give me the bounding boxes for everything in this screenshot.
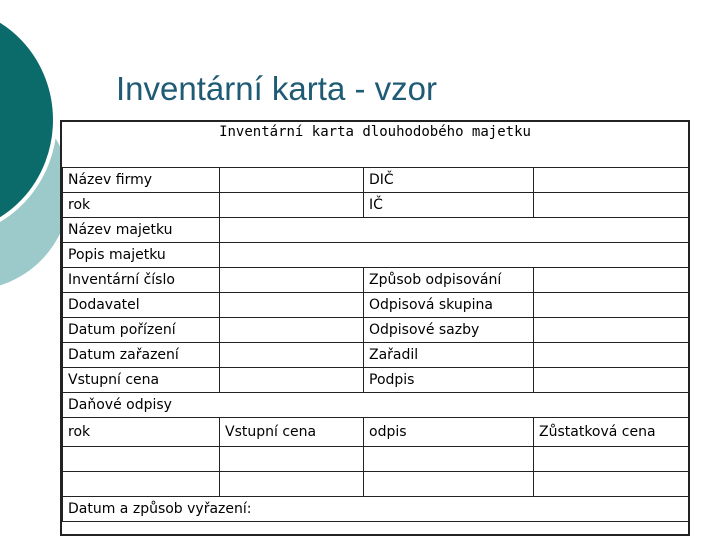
table-row <box>63 218 689 243</box>
value-dodavatel <box>220 293 364 318</box>
table-row <box>63 368 689 393</box>
table-row <box>63 318 689 343</box>
label-dodavatel: Dodavatel <box>63 293 220 318</box>
footer-row <box>63 497 689 522</box>
depreciation-row <box>63 472 689 497</box>
value-ic <box>534 193 689 218</box>
cell-empty <box>220 472 364 497</box>
card-title: Inventární karta dlouhodobého majetku <box>219 124 531 140</box>
value-nazev-majetku <box>220 218 689 243</box>
value-zpusob-odpisovani <box>534 268 689 293</box>
label-popis-majetku: Popis majetku <box>63 243 220 268</box>
label-inventarni-cislo: Inventární číslo <box>63 268 220 293</box>
label-datum-zarazeni: Datum zařazení <box>63 343 220 368</box>
label-odpisova-skupina: Odpisová skupina <box>364 293 534 318</box>
cell-empty <box>220 447 364 472</box>
cell-empty <box>364 447 534 472</box>
value-nazev-firmy <box>220 168 364 193</box>
value-odpisova-skupina <box>534 293 689 318</box>
value-dic <box>534 168 689 193</box>
cell-empty <box>63 472 220 497</box>
table-row <box>63 268 689 293</box>
table-row <box>63 293 689 318</box>
header-zustatkova-cena: Zůstatková cena <box>534 418 689 447</box>
label-ic: IČ <box>364 193 534 218</box>
value-vstupni-cena <box>220 368 364 393</box>
value-datum-zarazeni <box>220 343 364 368</box>
table-row <box>63 393 689 418</box>
value-inventarni-cislo <box>220 268 364 293</box>
cell-empty <box>534 472 689 497</box>
header-odpis: odpis <box>364 418 534 447</box>
inventory-card <box>60 120 690 536</box>
cell-empty <box>63 447 220 472</box>
value-rok <box>220 193 364 218</box>
value-popis-majetku <box>220 243 689 268</box>
value-datum-porizeni <box>220 318 364 343</box>
label-vstupni-cena: Vstupní cena <box>63 368 220 393</box>
label-rok: rok <box>63 193 220 218</box>
label-podpis: Podpis <box>364 368 534 393</box>
inventory-table <box>62 167 689 522</box>
label-zaradil: Zařadil <box>364 343 534 368</box>
cell-empty <box>364 472 534 497</box>
value-zaradil <box>534 343 689 368</box>
label-odpisove-sazby: Odpisové sazby <box>364 318 534 343</box>
depreciation-header-row <box>63 418 689 447</box>
label-danove-odpisy: Daňové odpisy <box>63 393 689 418</box>
label-datum-porizeni: Datum pořízení <box>63 318 220 343</box>
value-podpis <box>534 368 689 393</box>
label-nazev-firmy: Název firmy <box>63 168 220 193</box>
label-zpusob-odpisovani: Způsob odpisování <box>364 268 534 293</box>
label-dic: DIČ <box>364 168 534 193</box>
table-row <box>63 193 689 218</box>
table-row <box>63 343 689 368</box>
table-row <box>63 168 689 193</box>
label-nazev-majetku: Název majetku <box>63 218 220 243</box>
slide-title: Inventární karta - vzor <box>116 70 437 107</box>
table-row <box>63 243 689 268</box>
value-odpisove-sazby <box>534 318 689 343</box>
footer-datum-vyrazeni: Datum a způsob vyřazení: <box>63 497 689 522</box>
header-vstupni-cena: Vstupní cena <box>220 418 364 447</box>
header-rok: rok <box>63 418 220 447</box>
depreciation-row <box>63 447 689 472</box>
cell-empty <box>534 447 689 472</box>
